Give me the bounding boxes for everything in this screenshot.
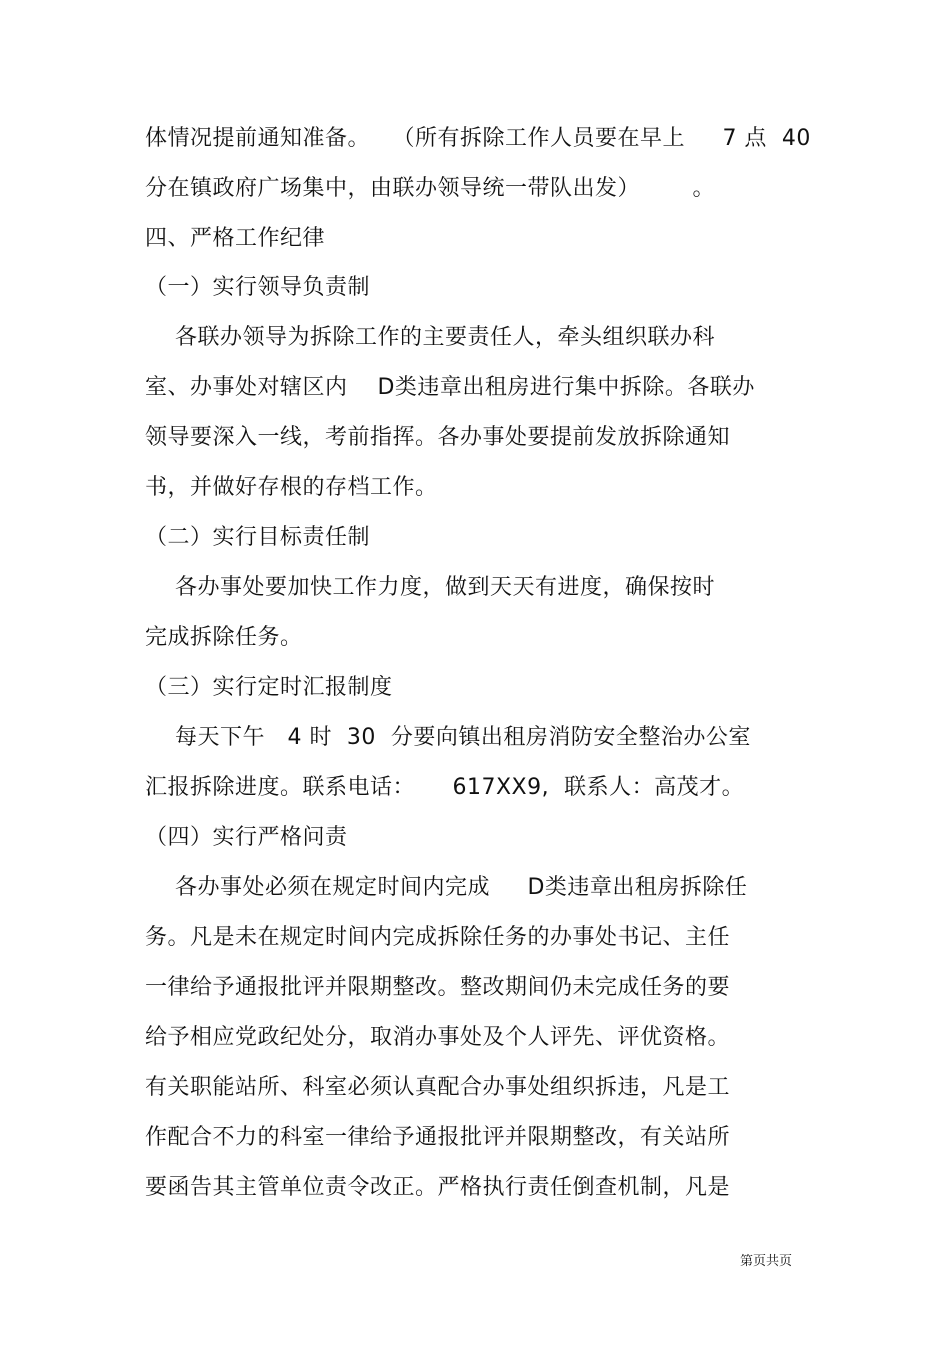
text-line-5: 各联办领导为拆除工作的主要责任人，牵头组织联办科	[145, 325, 715, 350]
text-line-8: 书，并做好存根的存档工作。	[145, 475, 438, 500]
subheading-2: （二）实行目标责任制	[145, 525, 371, 550]
text-line-10: 各办事处要加快工作力度，做到天天有进度，确保按时	[145, 575, 715, 600]
text-line-17: 务。凡是未在规定时间内完成拆除任务的办事处书记、主任	[145, 925, 731, 950]
text-line-6: 室、办事处对辖区内 D类违章出租房进行集中拆除。各联办	[145, 375, 755, 400]
text-line-21: 作配合不力的科室一律给予通报批评并限期整改，有关站所	[145, 1125, 731, 1150]
text-line-19: 给予相应党政纪处分，取消办事处及个人评先、评优资格。	[145, 1025, 731, 1050]
subheading-1: （一）实行领导负责制	[145, 275, 371, 300]
text-line-1: 体情况提前通知准备。 （所有拆除工作人员要在早上 7 点 40	[145, 126, 811, 151]
text-line-20: 有关职能站所、科室必须认真配合办事处组织拆违，凡是工	[145, 1075, 731, 1100]
text-line-11: 完成拆除任务。	[145, 625, 303, 650]
section-heading-4: 四、严格工作纪律	[145, 226, 326, 251]
subheading-3: （三）实行定时汇报制度	[145, 675, 393, 700]
text-line-7: 领导要深入一线，考前指挥。各办事处要提前发放拆除通知	[145, 425, 731, 450]
text-line-2: 分在镇政府广场集中，由联办领导统一带队出发） 。	[145, 176, 715, 201]
text-line-16: 各办事处必须在规定时间内完成 D类违章出租房拆除任	[145, 875, 748, 900]
text-line-14: 汇报拆除进度。联系电话： 617XX9, 联系人：高茂才。	[145, 775, 745, 800]
text-line-13: 每天下午 4 时 30 分要向镇出租房消防安全整治办公室	[145, 725, 751, 750]
text-line-18: 一律给予通报批评并限期整改。整改期间仍未完成任务的要	[145, 975, 731, 1000]
text-line-22: 要函告其主管单位责令改正。严格执行责任倒查机制，凡是	[145, 1175, 731, 1200]
subheading-4: （四）实行严格问责	[145, 825, 348, 850]
page-footer: 第页共页	[740, 1254, 793, 1269]
